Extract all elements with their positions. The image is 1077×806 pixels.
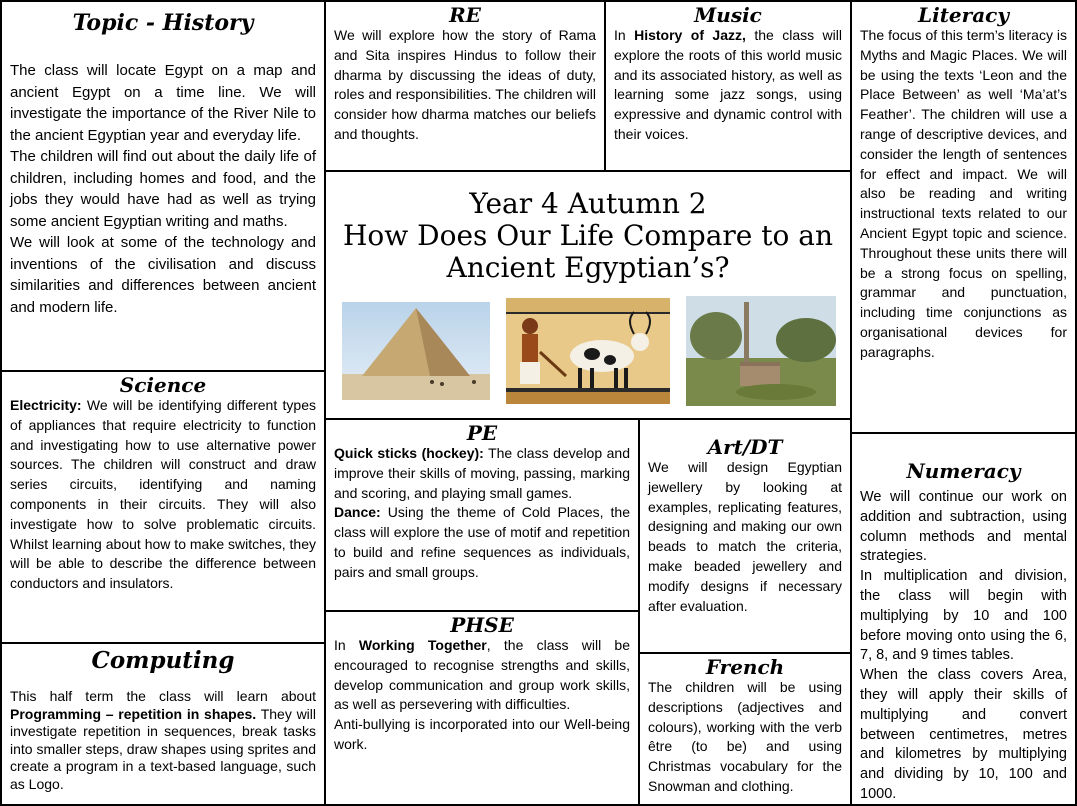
music-lead: In	[614, 27, 635, 43]
computing-bold: Programming – repetition in shapes.	[10, 705, 257, 722]
computing-rest: They will investigate repetition in sequences, break tasks into smaller steps, draw shapes using sprites and create a program in a text-based language, such as Logo.	[10, 705, 317, 792]
pyramid-image	[342, 302, 490, 400]
computing-box	[0, 642, 326, 806]
history-para-2: The children will find out about the daily life of children, including homes and food, and the jobs they would have had as well as trying some ancient Egyptian writing and maths.	[10, 148, 316, 230]
re-heading: RE	[449, 3, 481, 27]
center-title-line-1: Year 4 Autumn 2	[469, 187, 707, 220]
computing-heading: Computing	[91, 647, 235, 674]
center-title-line-3: Ancient Egyptian’s?	[446, 251, 730, 284]
phse-heading: PHSE	[450, 613, 514, 637]
science-bold: Electricity:	[10, 397, 82, 413]
center-title-line-2: How Does Our Life Compare to an	[343, 219, 833, 252]
numeracy-para-3: When the class covers Area, they will apply their skills of multiplying and convert between centimetres, metres and kilometres by multiplying and dividing by 10, 100 and 1000.	[860, 667, 1067, 802]
pe-para-1	[334, 444, 630, 503]
music-rest: the class will explore the roots of this world music and its associated history, as well as learning some jazz songs, using expressive and dynamic control with their voices.	[614, 27, 842, 142]
french-box	[638, 652, 852, 806]
phse-bold: Working Together	[358, 637, 487, 653]
history-heading: Topic - History	[72, 10, 254, 36]
science-para	[10, 396, 316, 594]
re-para: We will explore how the story of Rama and Sita inspires Hindus to follow their dharma by discussing the ideas of duty, roles and responsibilities. The children will consider how dharma matches our beliefs and thoughts.	[334, 27, 596, 142]
literacy-heading: Literacy	[918, 3, 1009, 27]
computing-lead: This half term the class will learn about	[10, 688, 316, 704]
french-para: The children will be using descriptions (adjectives and colours), working with the verb être (to be) and using Christmas vocabulary for the Snowman and clothing.	[648, 679, 842, 794]
re-box	[324, 0, 606, 172]
history-box	[0, 0, 326, 372]
phse-para-2: Anti-bullying is incorporated into our Well-being work.	[334, 716, 630, 752]
numeracy-para-2: In multiplication and division, the class will begin with multiplying by 10 and 100 before moving onto using the 6, 7, 8, and 9 times tables.	[860, 568, 1067, 664]
well-image	[686, 296, 836, 406]
pe-bold-2: Dance:	[334, 504, 381, 521]
music-heading: Music	[694, 3, 762, 27]
pe-rest-2: Using the theme of Cold Places, the class will explore the use of motif and repetition to build and refine sequences as individuals, pairs and small groups.	[334, 504, 630, 580]
pe-heading: PE	[466, 421, 498, 445]
literacy-box	[850, 0, 1077, 434]
phse-rest: , the class will be encouraged to recognise strengths and skills, develop communication and group work skills, as well as persevering with difficulties.	[334, 637, 630, 713]
pe-box	[324, 418, 640, 612]
art-heading: Art/DT	[707, 435, 783, 459]
egyptian-painting-image	[506, 298, 670, 404]
literacy-para: The focus of this term’s literacy is Myths and Magic Places. We will be using the texts ‘Leon and the Place Between’ as well ‘Ma’at’s Feather’. The children will use a range of descriptive devices, and consider the length of sentences for effect and impact. We will also be reading and writing instructional texts related to our Ancient Egypt topic and science. Throughout these units there will be a strong focus on spelling, grammar and punctuation, including time conjunctions as organisational devices for paragraphs.	[860, 27, 1067, 360]
music-bold: History of Jazz,	[634, 27, 746, 43]
numeracy-box	[850, 432, 1077, 806]
art-para: We will design Egyptian jewellery by looking at examples, replicating features, designing and making our own beads to match the criteria, make beaded jewellery and modify designs if necessary after evaluation.	[648, 459, 842, 614]
art-box	[638, 418, 852, 654]
music-para	[614, 26, 842, 145]
music-box	[604, 0, 852, 172]
numeracy-para-1: We will continue our work on addition and subtraction, using column methods and mental strategies.	[860, 489, 1067, 565]
computing-para	[10, 688, 316, 793]
french-heading: French	[705, 655, 785, 679]
pe-rest-1: The class develop and improve their skills of moving, passing, marking and scoring, and playing small games.	[334, 445, 630, 501]
numeracy-heading: Numeracy	[906, 459, 1021, 483]
phse-box	[324, 610, 640, 806]
science-rest: We will be identifying different types of appliances that require electricity to function and investigating how to use alternative power sources. The children will construct and draw series circuits, identifying and naming components in their circuits. They will also investigate how to solve problematic circuits. Whilst learning about how to make switches, they will be able to describe the difference between conductors and insulators.	[10, 397, 316, 592]
pe-para-2	[334, 503, 630, 582]
phse-lead: In	[334, 637, 359, 653]
science-box	[0, 370, 326, 644]
pe-bold-1: Quick sticks (hockey):	[334, 445, 484, 461]
history-para-3: We will look at some of the technology and inventions of the civilisation and discuss similarities and differences between ancient and modern life.	[10, 234, 316, 316]
science-heading: Science	[119, 373, 207, 397]
history-para-1: The class will locate Egypt on a map and ancient Egypt on a time line. We will investigate the importance of the River Nile to the ancient Egyptian year and everyday life.	[10, 62, 316, 144]
center-panel	[324, 170, 852, 420]
phse-para-1	[334, 636, 630, 715]
